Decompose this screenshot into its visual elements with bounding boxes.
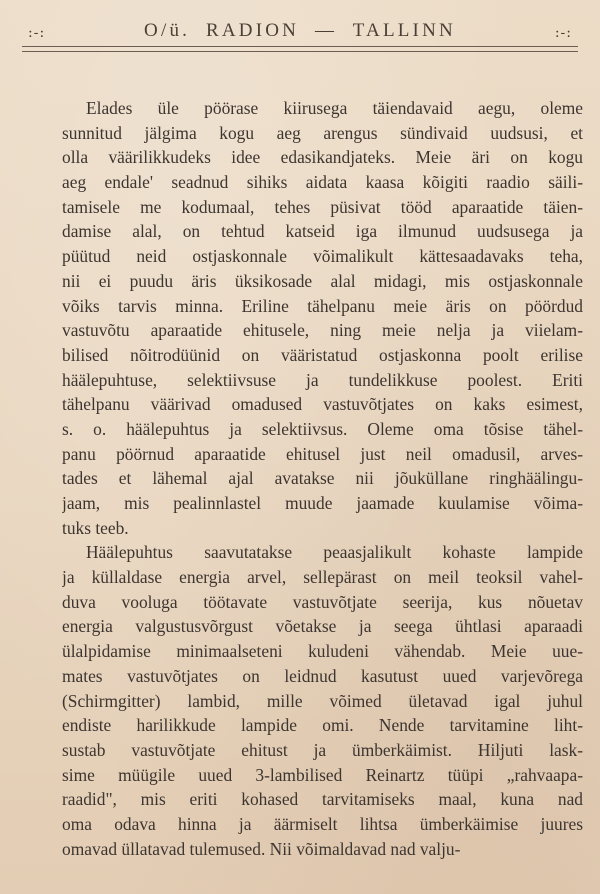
- text-line: s. o. häälepuhtus ja selektiivsus. Oleme oma tõsise tähel-: [62, 418, 583, 439]
- text-line: bilised nõitrodüünid on vääristatud ostjaskonna poolt erilise: [62, 344, 583, 365]
- text-line: tamisele me kodumaal, tehes püsivat tööd aparaatide täien-: [62, 196, 583, 217]
- header-double-rule: [22, 46, 578, 52]
- paragraph: [62, 96, 583, 540]
- text-line: panu pöörnud aparaatide ehitusel just neil omadusil, arves-: [62, 443, 583, 464]
- body-text: [62, 96, 583, 861]
- text-line: oma odava hinna ja äärmiselt lihtsa ümberkäimise juures: [62, 813, 583, 834]
- text-line: damise alal, on tehtud katseid iga ilmunud uudsusega ja: [62, 221, 583, 242]
- text-line: raadid", mis eriti kohased tarvitamiseks maal, kuna nad: [62, 789, 583, 810]
- text-line: Häälepuhtus saavutatakse peaasjalikult kohaste lampide: [86, 542, 583, 563]
- text-line: tades et lähemal ajal avatakse nii jõuküllane ringhäälingu-: [62, 468, 583, 489]
- text-line: omavad üllatavad tulemused. Nii võimaldavad nad valju-: [62, 838, 461, 859]
- text-line: sime müügile uued 3-lambilised Reinartz tüüpi „rahvaapa-: [62, 764, 583, 785]
- text-line: tähelpanu väärivad omadused vastuvõtjates on kaks esimest,: [62, 394, 583, 415]
- text-line: (Schirmgitter) lambid, mille võimed ületavad igal juhul: [62, 690, 583, 711]
- text-line: sustab vastuvõtjate ehitust ja ümberkäimist. Hiljuti lask-: [62, 739, 583, 760]
- text-line: nii ei puudu äris üksikosade alal midagi, mis ostjaskonnale: [62, 270, 583, 291]
- text-line: duva vooluga töötavate vastuvõtjate seerija, kus nõuetav: [62, 591, 583, 612]
- text-line: häälepuhtuse, selektiivsuse ja tundelikkuse poolest. Eriti: [62, 369, 583, 390]
- text-line: tuks teeb.: [62, 517, 129, 538]
- text-line: aeg endale' seadnud sihiks aidata kaasa kõigiti raadio säili-: [62, 172, 583, 193]
- text-line: püütud neid ostjaskonnale võimalikult kättesaadavaks teha,: [62, 246, 583, 267]
- text-line: endiste harilikkude lampide omi. Nende tarvitamine liht-: [62, 715, 583, 736]
- text-line: ja küllaldase energia arvel, sellepärast on meil teoksil vahel-: [62, 567, 583, 588]
- header-ornament-right: :-:: [554, 25, 572, 41]
- text-line: olla väärilikkudeks idee edasikandjateks. Meie äri on kogu: [62, 147, 583, 168]
- paragraph: [62, 540, 583, 861]
- text-line: jaam, mis pealinnlastel muude jaamade kuulamise võima-: [62, 493, 583, 513]
- text-line: võiks tarvis minna. Eriline tähelpanu meie äris on pöördud: [62, 295, 583, 316]
- text-line: sunnitud jälgima kogu aeg arengus sündivaid uudsusi, et: [62, 122, 583, 143]
- text-line: mates vastuvõtjates on leidnud kasutust uued varjevõrega: [62, 665, 583, 686]
- text-line: energia valgustusvõrgust võetakse ja seega ühtlasi aparaadi: [62, 616, 583, 637]
- text-line: ülalpidamise minimaalseteni kuludeni vähendab. Meie uue-: [62, 641, 583, 662]
- page-header: [28, 20, 572, 48]
- text-line: Elades üle pöörase kiirusega täiendavaid aegu, oleme: [86, 98, 583, 118]
- header-title: O/ü. RADION — TALLINN: [144, 20, 456, 41]
- header-ornament-left: :-:: [28, 25, 46, 41]
- text-line: vastuvõtu aparaatide ehitusele, ning meie nelja ja viielam-: [62, 320, 583, 341]
